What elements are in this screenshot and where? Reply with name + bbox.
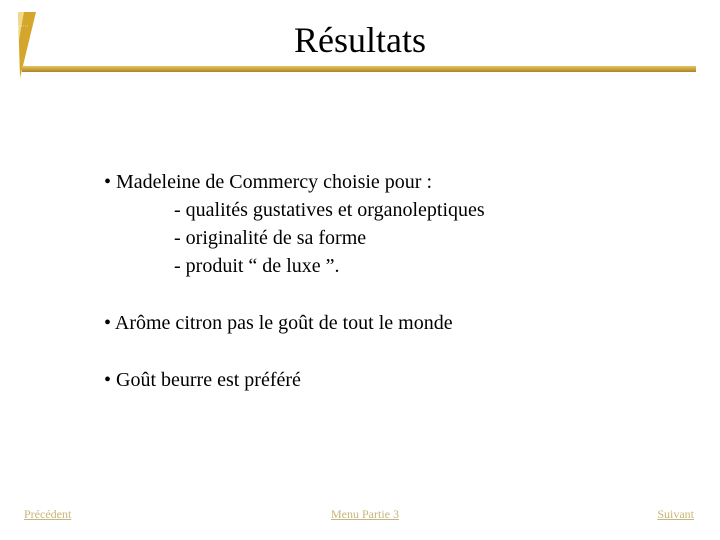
subitem-forme: - originalité de sa forme: [174, 227, 367, 249]
title-underline: [22, 66, 696, 72]
next-link[interactable]: Suivant: [657, 507, 694, 521]
menu-link[interactable]: Menu Partie 3: [331, 507, 399, 521]
slide-title: Résultats: [294, 20, 426, 60]
subitem-gustatives: - qualités gustatives et organoleptiques: [174, 199, 485, 221]
slide-content: [104, 168, 664, 394]
bullet-arome-citron: • Arôme citron pas le goût de tout le monde: [104, 312, 453, 334]
bullet-gout-beurre: • Goût beurre est préféré: [104, 369, 301, 391]
previous-link[interactable]: Précédent: [24, 507, 72, 521]
subitem-luxe: - produit “ de luxe ”.: [174, 255, 340, 277]
bullet-madeleine: • Madeleine de Commercy choisie pour :: [104, 171, 433, 193]
